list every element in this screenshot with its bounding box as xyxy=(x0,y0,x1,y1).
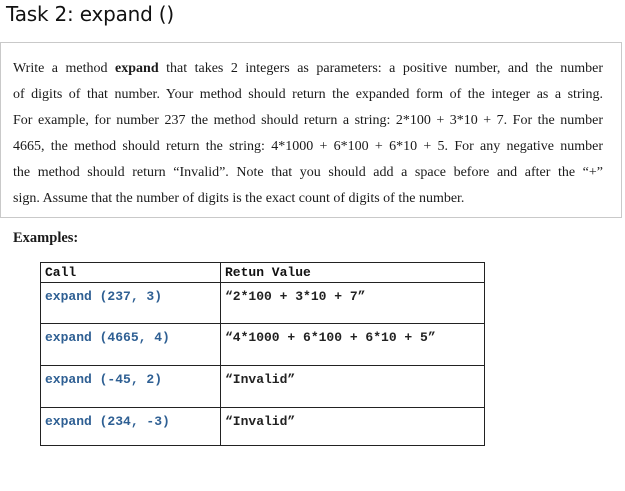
table-row xyxy=(41,283,485,324)
task-description xyxy=(13,56,603,212)
description-line-6: sign. Assume that the number of digits is the exact count of digits of the number. xyxy=(13,191,465,206)
call-cell: expand (4665, 4) xyxy=(41,324,221,366)
method-name: expand xyxy=(115,61,159,76)
call-cell: expand (-45, 2) xyxy=(41,366,221,408)
examples-heading: Examples: xyxy=(13,230,79,246)
return-cell: “2*100 + 3*10 + 7” xyxy=(221,283,485,324)
description-line-2: of digits of that number. Your method should return the expanded form of the integer as a string. xyxy=(13,87,603,102)
column-header-return: Retun Value xyxy=(221,263,485,283)
description-line-3: For example, for number 237 the method should return a string: 2*100 + 3*10 + 7. For the number xyxy=(13,113,603,128)
call-cell: expand (234, -3) xyxy=(41,408,221,446)
description-line-4: 4665, the method should return the string: 4*1000 + 6*100 + 6*10 + 5. For any negative number xyxy=(13,139,603,154)
description-line-5: the method should return “Invalid”. Note that you should add a space before and after the “+” xyxy=(13,165,603,180)
return-cell: “Invalid” xyxy=(221,408,485,446)
table-row xyxy=(41,408,485,446)
return-cell: “Invalid” xyxy=(221,366,485,408)
task-title: Task 2: expand () xyxy=(6,2,175,26)
table-row xyxy=(41,366,485,408)
call-cell: expand (237, 3) xyxy=(41,283,221,324)
return-cell: “4*1000 + 6*100 + 6*10 + 5” xyxy=(221,324,485,366)
description-line-1: Write a method expand that takes 2 integers as parameters: a positive number, and the number xyxy=(13,61,604,76)
examples-table xyxy=(40,262,485,446)
table-header-row xyxy=(41,263,485,283)
column-header-call: Call xyxy=(41,263,221,283)
table-row xyxy=(41,324,485,366)
